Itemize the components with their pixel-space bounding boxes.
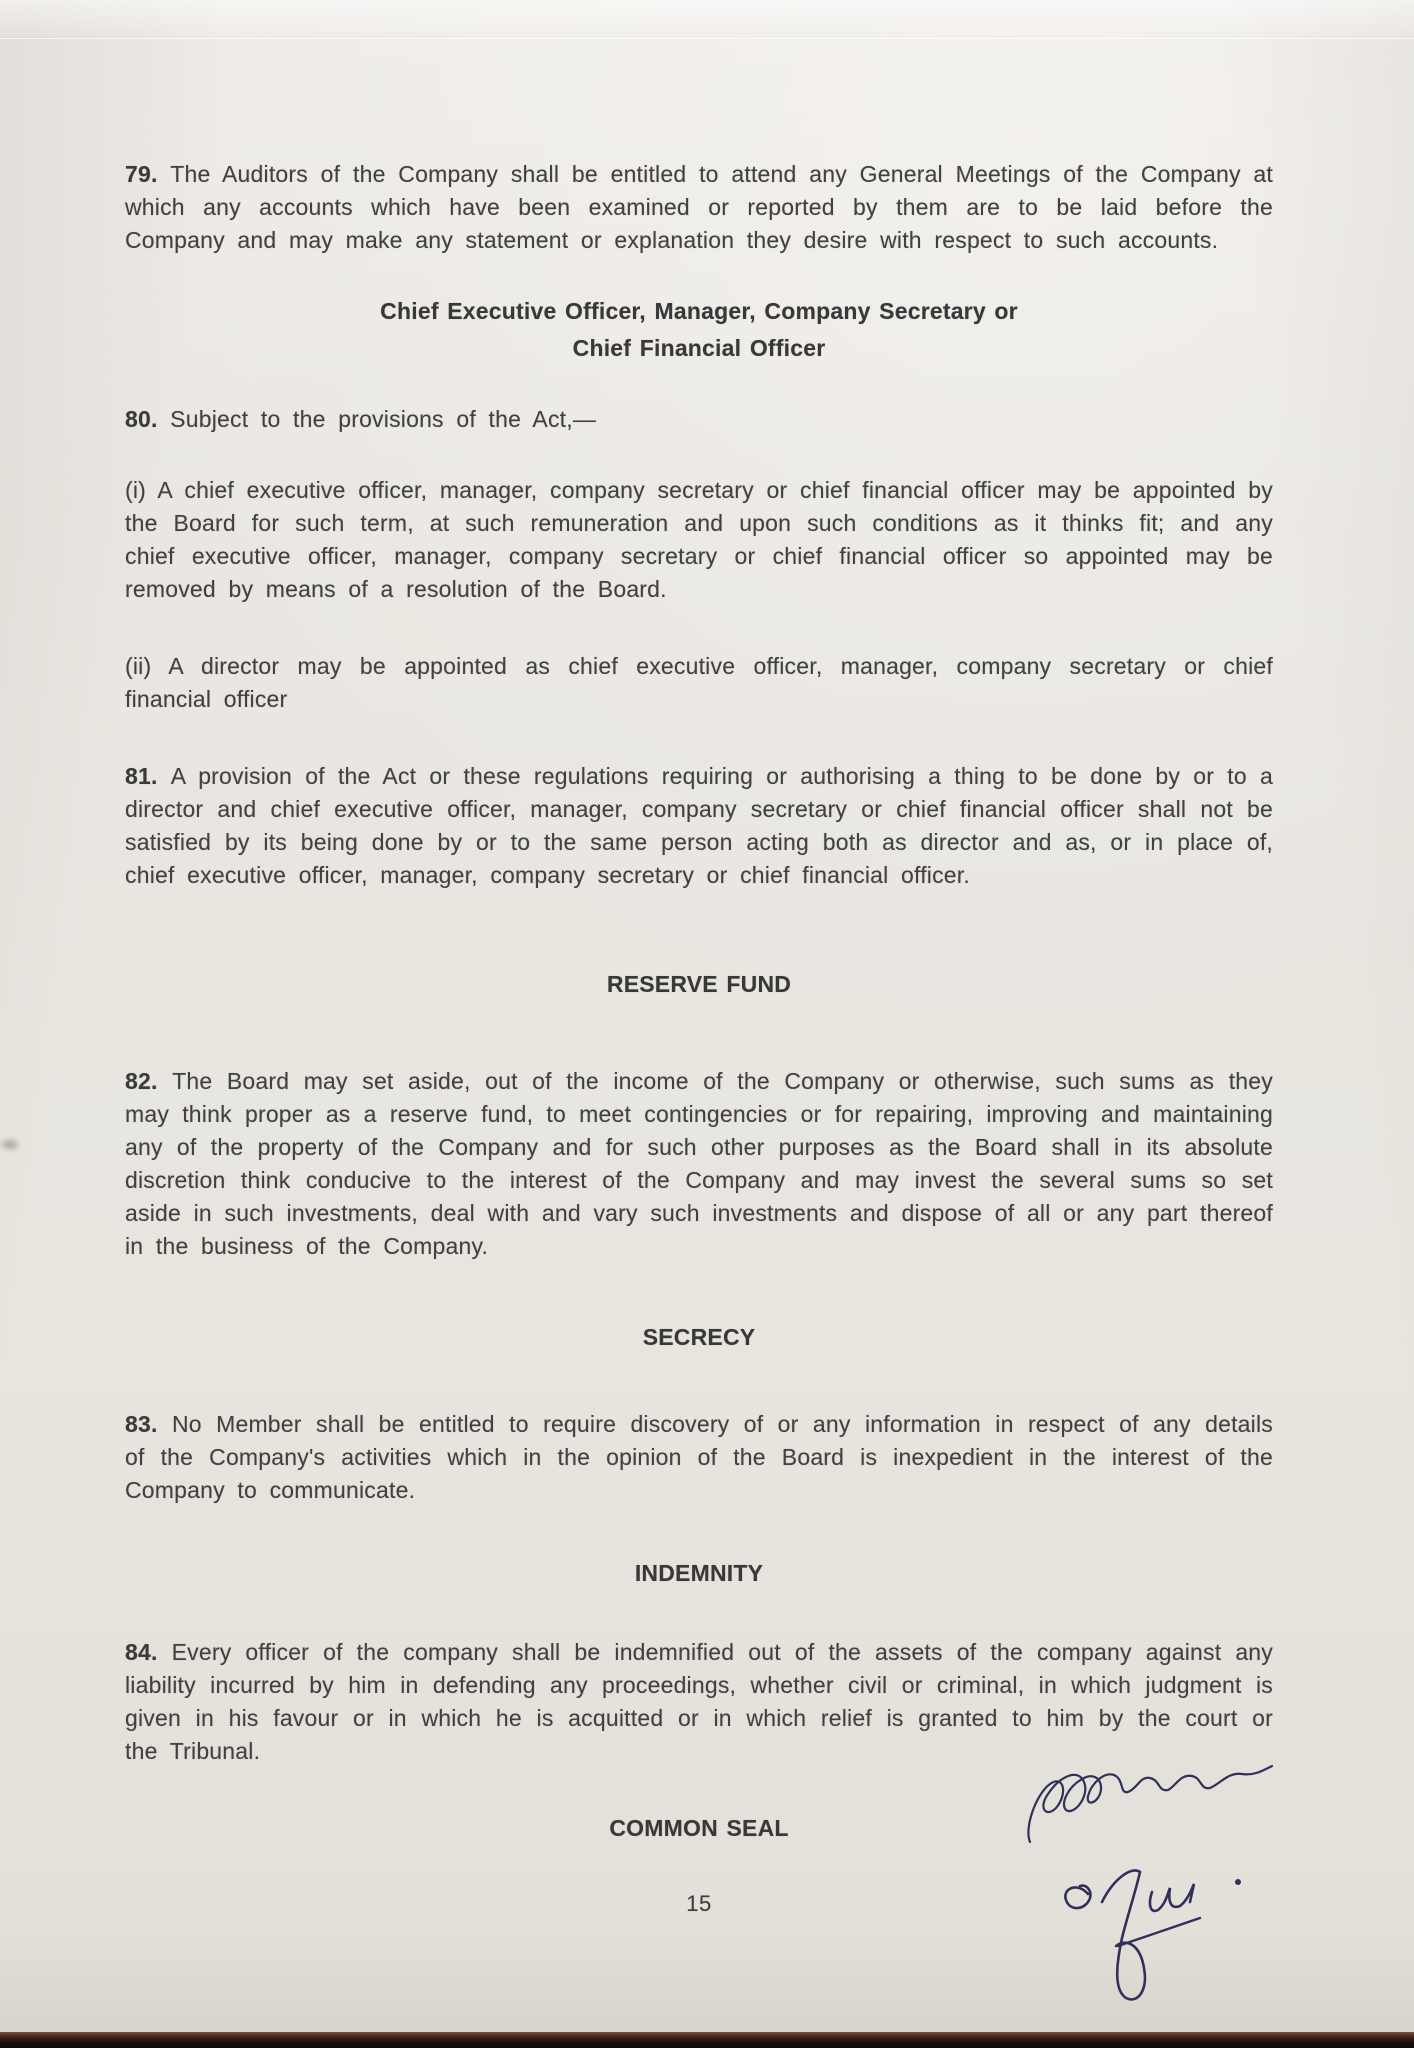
document-body [125,158,1273,1942]
page-number: 15 [686,1891,712,1916]
article-80-paragraph [125,403,1273,436]
article-83-paragraph [125,1408,1273,1507]
article-81-text: A provision of the Act or these regulations requiring or authorising a thing to be done by or to a director and chief executive officer, manager, company secretary or chief financial officer shall not be satisfied by its being done by or to the same person acting both as director and as, or in place of, chief executive officer, manager, company secretary or chief financial officer. [125,763,1273,888]
article-80-number: 80. [125,406,171,432]
article-80-clause-i-text: (i) A chief executive officer, manager, company secretary or chief financial officer may be appointed by the Board for such term, at such remuneration and upon such conditions as it thinks fit; and any chief executive officer, manager, company secretary or chief financial officer so appointed may be removed by means of a resolution of the Board. [125,477,1273,602]
article-81-paragraph [125,760,1273,892]
article-81-number: 81. [125,763,171,789]
heading-reserve-fund: RESERVE FUND [606,971,792,997]
article-79-paragraph [125,158,1273,257]
paper-smudge [2,1140,18,1149]
article-84-number: 84. [125,1639,172,1665]
article-83-number: 83. [125,1411,172,1437]
article-82-text: The Board may set aside, out of the income of the Company or otherwise, such sums as they may think proper as a reserve fund, to meet contingencies or for repairing, improving and maintaining any of the property of the Company and for such other purposes as the Board shall in its absolute discretion think conducive to the interest of the Company and may invest the several sums so set aside in such investments, deal with and vary such investments and dispose of all or any part thereof in the business of the Company. [125,1068,1273,1259]
heading-indemnity: INDEMNITY [634,1560,764,1586]
signature [1010,1742,1290,2012]
signature-underline [1118,1918,1200,1946]
signature-dot [1235,1879,1241,1885]
heading-officers-line2: Chief Financial Officer [572,335,826,361]
heading-officers-line1: Chief Executive Officer, Manager, Company Secretary or [380,298,1018,324]
article-83-text: No Member shall be entitled to require discovery of or any information in respect of any details of the Company's activities which in the opinion of the Board is inexpedient in the interest of the Company to communicate. [125,1411,1273,1503]
heading-secrecy: SECRECY [642,1324,756,1350]
article-79-text: The Auditors of the Company shall be entitled to attend any General Meetings of the Company at which any accounts which have been examined or reported by them are to be laid before the Company and may make any statement or explanation they desire with respect to such accounts. [125,161,1273,253]
heading-common-seal: COMMON SEAL [609,1815,789,1841]
photo-background-edge [0,2032,1414,2048]
article-80-text: Subject to the provisions of the Act,— [170,406,597,432]
article-80-clause-ii-text: (ii) A director may be appointed as chief executive officer, manager, company secretary or chief financial officer [125,653,1273,712]
signature-lower-initials [1065,1870,1194,1999]
paper-top-edge [0,0,1414,39]
article-82-number: 82. [125,1068,173,1094]
article-82-paragraph [125,1065,1273,1263]
article-79-number: 79. [125,161,171,187]
article-80-clause-i [125,474,1273,606]
signature-upper-scribble [1028,1766,1272,1842]
article-84-text: Every officer of the company shall be indemnified out of the assets of the company against any liability incurred by him in defending any proceedings, whether civil or criminal, in which judgment is given in his favour or in which he is acquitted or in which relief is granted to him by the court or the Tribunal. [125,1639,1273,1764]
article-80-clause-ii [125,650,1273,716]
heading-officers [125,293,1273,367]
